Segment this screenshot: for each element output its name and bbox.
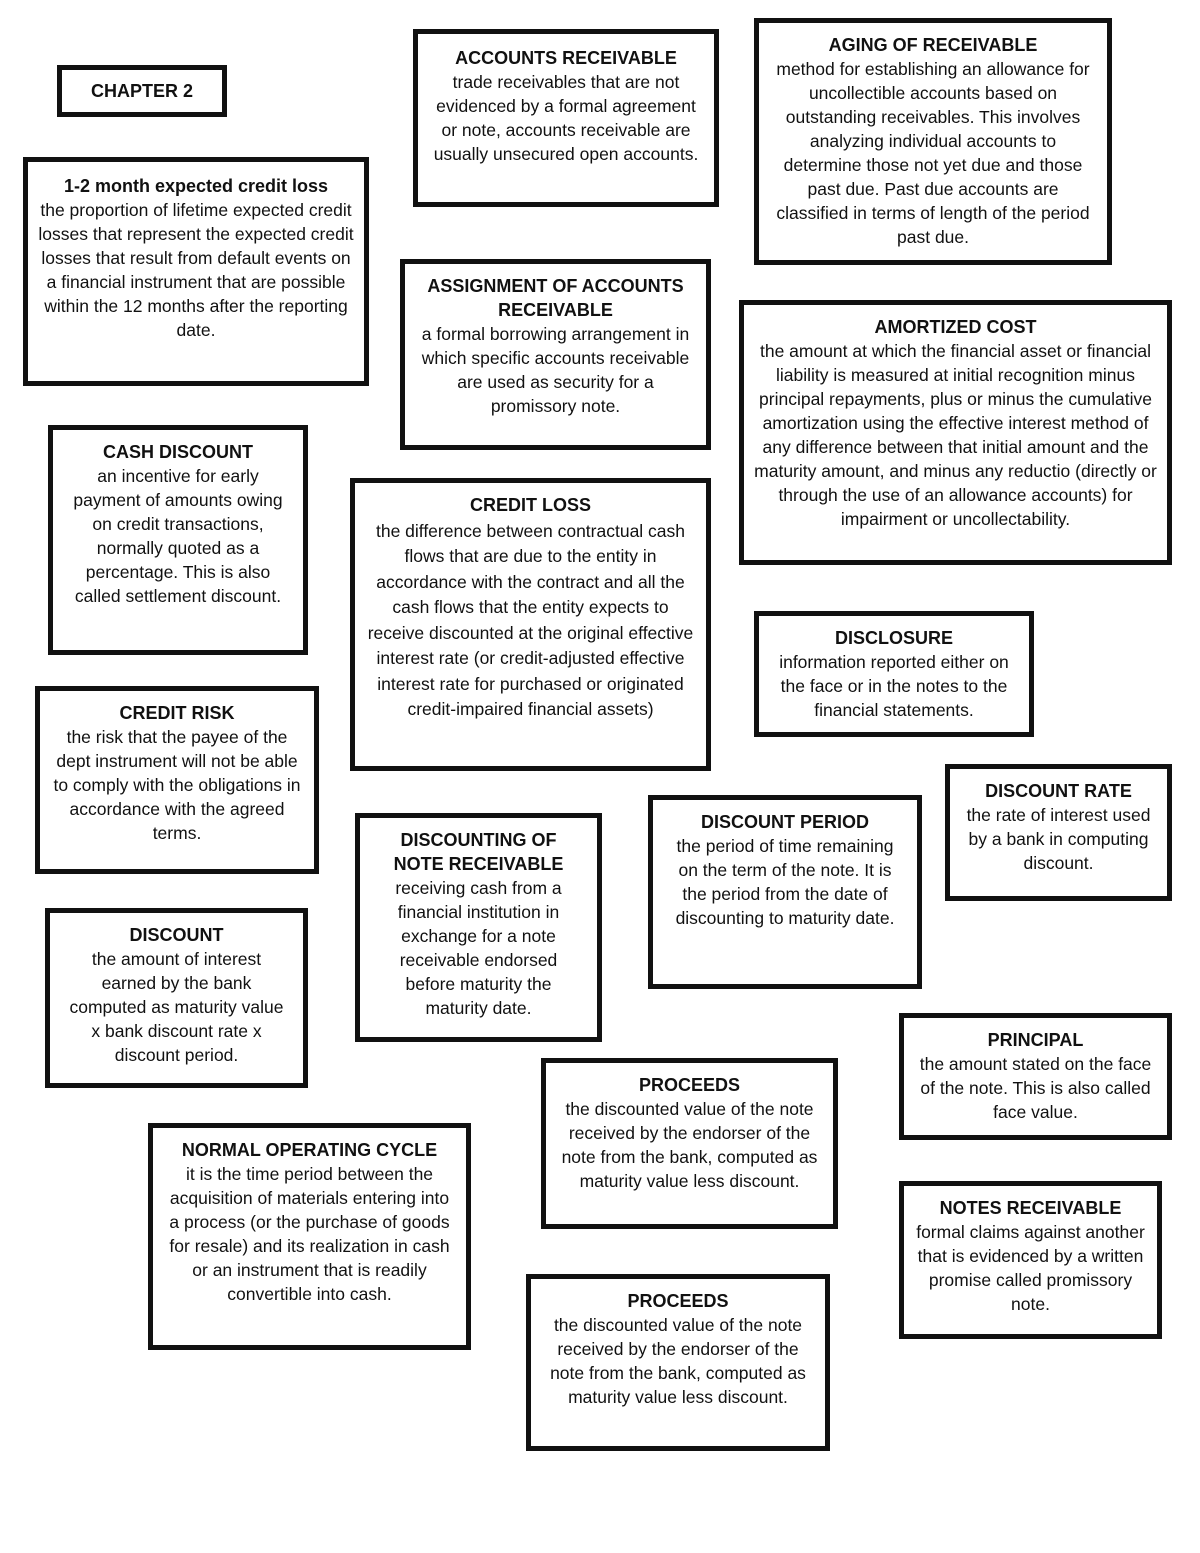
term-definition: receiving cash from a financial institution in exchange for a note receivable endorsed before maturity the maturity date.	[395, 878, 562, 1018]
term-definition: trade receivables that are not evidenced by a formal agreement or note, accounts receivable are usually unsecured open accounts.	[433, 72, 699, 164]
card-amortized-cost	[739, 300, 1172, 565]
term-definition: the proportion of lifetime expected credit losses that represent the expected credit losses that result from default events on a financial instrument that are possible within the 12 months after the reporting date.	[38, 200, 354, 340]
term-title: NOTES RECEIVABLE	[939, 1198, 1122, 1218]
term-definition: method for establishing an allowance for uncollectible accounts based on outstanding receivables. This involves analyzing individual accounts to determine those not yet due and those past due. Past due accounts are classified in terms of length of the period past due.	[776, 59, 1090, 247]
term-definition: the amount at which the financial asset or financial liability is measured at initial recognition minus principal repayments, plus or minus the cumulative amortization using the effective interest method of any difference between that initial amount and the maturity amount, and minus any reductio (directly or through the use of an allowance accounts) for impairment or uncollectability.	[754, 341, 1157, 529]
card-12-month-expected-credit-loss	[23, 157, 369, 386]
term-title: DISCOUNT PERIOD	[700, 812, 869, 832]
term-definition: it is the time period between the acquisition of materials entering into a process (or the purchase of goods for resale) and its realization in cash or an instrument that is readily convertible into cash.	[169, 1164, 450, 1304]
term-title: CREDIT LOSS	[469, 495, 591, 515]
card-proceeds-2	[526, 1274, 830, 1451]
term-title: 1-2 month expected credit loss	[63, 176, 329, 196]
term-definition: formal claims against another that is evidenced by a written promise called promissory note.	[916, 1222, 1145, 1314]
card-credit-risk	[35, 686, 319, 874]
card-assignment-of-accounts-receivable	[400, 259, 711, 450]
term-title: AGING OF RECEIVABLE	[828, 35, 1038, 55]
card-discount	[45, 908, 308, 1088]
card-aging-of-receivable	[754, 18, 1112, 265]
term-title: PROCEEDS	[638, 1075, 741, 1095]
card-cash-discount	[48, 425, 308, 655]
card-credit-loss	[350, 478, 711, 771]
term-title: DISCOUNTING OF NOTE RECEIVABLE	[393, 830, 564, 874]
term-title: PROCEEDS	[627, 1291, 729, 1311]
term-title: PRINCIPAL	[987, 1030, 1084, 1050]
term-definition: the discounted value of the note received by the endorser of the note from the bank, computed as maturity value less discount.	[561, 1099, 818, 1191]
term-definition: the rate of interest used by a bank in computing discount.	[966, 805, 1151, 873]
term-definition: information reported either on the face or in the notes to the financial statements.	[779, 652, 1009, 720]
term-definition: the discounted value of the note received by the endorser of the note from the bank, computed as maturity value less discount.	[550, 1315, 806, 1407]
chapter-title: CHAPTER 2	[90, 80, 193, 101]
term-definition: the amount of interest earned by the bank computed as maturity value x bank discount rate x discount period.	[69, 949, 284, 1065]
term-definition: the amount stated on the face of the note. This is also called face value.	[919, 1054, 1152, 1122]
term-definition: an incentive for early payment of amounts owing on credit transactions, normally quoted as a percentage. This is also called settlement discount.	[73, 466, 283, 606]
card-accounts-receivable	[413, 29, 719, 207]
term-title: CASH DISCOUNT	[102, 442, 253, 462]
term-title: DISCOUNT RATE	[985, 781, 1132, 801]
card-discount-rate	[945, 764, 1172, 901]
card-principal	[899, 1013, 1172, 1140]
card-notes-receivable	[899, 1181, 1162, 1339]
term-title: DISCOUNT	[129, 925, 224, 945]
term-title: AMORTIZED COST	[874, 317, 1037, 337]
term-definition: the risk that the payee of the dept instrument will not be able to comply with the obligations in accordance with the agreed terms.	[53, 727, 301, 843]
card-discounting-of-note-receivable	[355, 813, 602, 1042]
term-title: CREDIT RISK	[119, 703, 235, 723]
chapter-label	[57, 65, 227, 117]
term-definition: a formal borrowing arrangement in which specific accounts receivable are used as security for a promissory note.	[421, 324, 690, 416]
term-title: DISCLOSURE	[834, 628, 953, 648]
card-disclosure	[754, 611, 1034, 737]
term-title: ASSIGNMENT OF ACCOUNTS RECEIVABLE	[427, 276, 684, 320]
card-normal-operating-cycle	[148, 1123, 471, 1350]
term-title: ACCOUNTS RECEIVABLE	[455, 48, 677, 68]
card-proceeds-1	[541, 1058, 838, 1229]
term-definition: the difference between contractual cash flows that are due to the entity in accordance with the contract and all the cash flows that the entity expects to receive discounted at the original effective interest rate (or credit-adjusted effective interest rate for purchased or originated credit-impaired financial assets)	[367, 520, 694, 719]
term-title: NORMAL OPERATING CYCLE	[181, 1140, 438, 1160]
card-discount-period	[648, 795, 922, 989]
term-definition: the period of time remaining on the term of the note. It is the period from the date of discounting to maturity date.	[675, 836, 895, 928]
